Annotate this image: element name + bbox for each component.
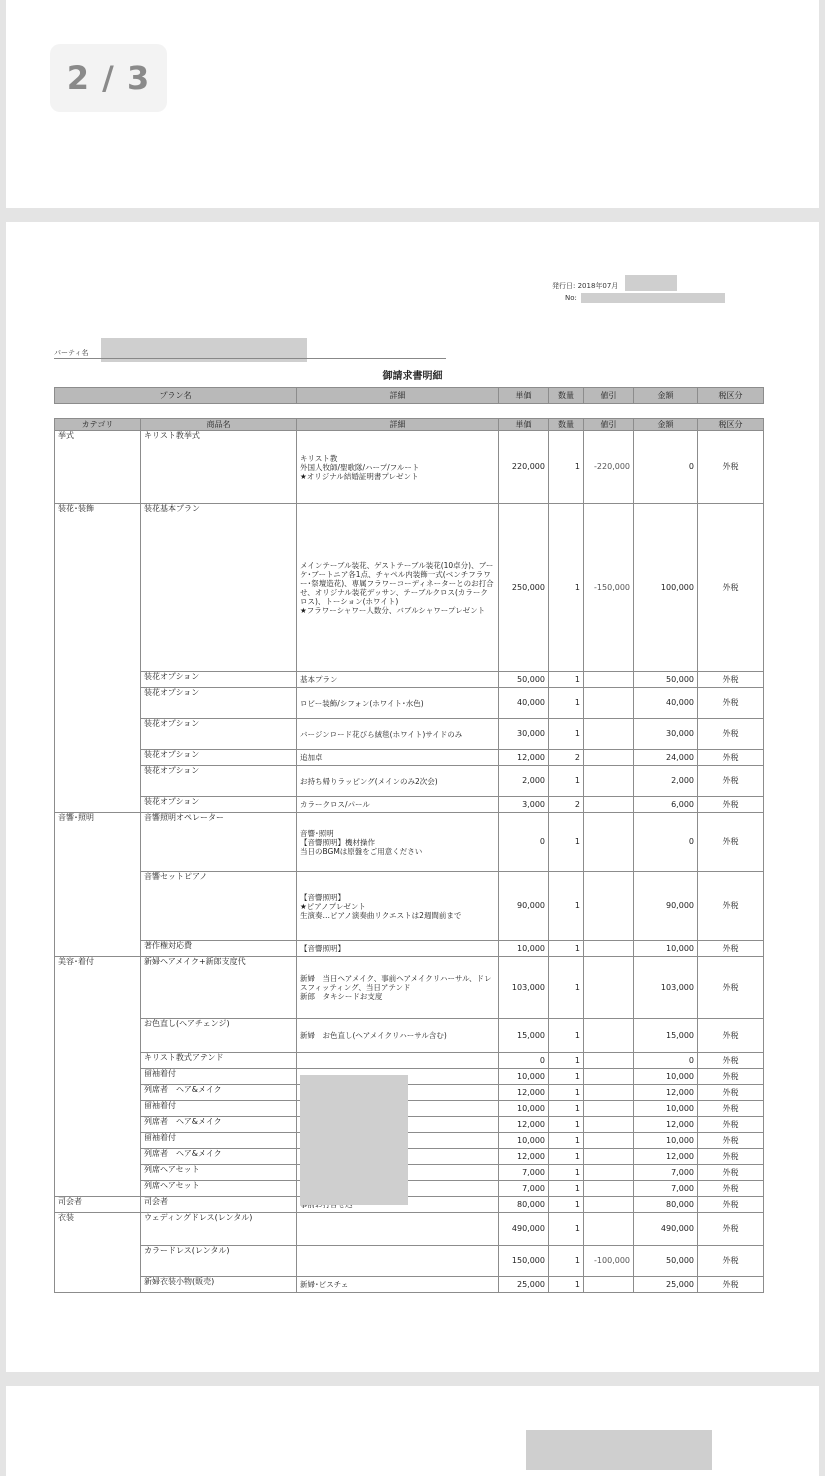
- redacted-header: [526, 1430, 712, 1470]
- price-cell: 10,000: [499, 1101, 549, 1117]
- amount-cell: 490,000: [634, 1213, 698, 1246]
- discount-cell: [584, 1181, 634, 1197]
- product-cell: 新婦衣装小物(販売): [141, 1277, 297, 1293]
- amount-cell: 80,000: [634, 1197, 698, 1213]
- product-cell: 留袖着付: [141, 1101, 297, 1117]
- qty-cell: 1: [549, 1181, 584, 1197]
- table-row: [55, 1246, 764, 1277]
- qty-cell: 1: [549, 1133, 584, 1149]
- invoice-items-table: [54, 418, 764, 1293]
- qty-cell: 2: [549, 797, 584, 813]
- tax-cell: 外税: [698, 431, 764, 504]
- next-page: [6, 1386, 819, 1476]
- price-cell: 50,000: [499, 672, 549, 688]
- detail-cell: 【音響照明】: [297, 941, 499, 957]
- qty-cell: 1: [549, 431, 584, 504]
- price-cell: 490,000: [499, 1213, 549, 1246]
- price-cell: 7,000: [499, 1181, 549, 1197]
- items-header-col-5: 値引: [584, 419, 634, 431]
- previous-page: [6, 0, 819, 208]
- amount-cell: 0: [634, 1053, 698, 1069]
- tax-cell: 外税: [698, 1101, 764, 1117]
- plan-header-col-0: プラン名: [55, 388, 297, 404]
- table-row: [55, 766, 764, 797]
- discount-cell: [584, 766, 634, 797]
- product-cell: 著作権対応費: [141, 941, 297, 957]
- discount-cell: -220,000: [584, 431, 634, 504]
- table-row: [55, 750, 764, 766]
- table-row: [55, 431, 764, 504]
- items-header-col-4: 数量: [549, 419, 584, 431]
- discount-cell: [584, 1197, 634, 1213]
- tax-cell: 外税: [698, 1181, 764, 1197]
- tax-cell: 外税: [698, 872, 764, 941]
- table-row: [55, 797, 764, 813]
- detail-cell: [297, 1246, 499, 1277]
- price-cell: 15,000: [499, 1019, 549, 1053]
- tax-cell: 外税: [698, 719, 764, 750]
- qty-cell: 1: [549, 1053, 584, 1069]
- qty-cell: 1: [549, 872, 584, 941]
- tax-cell: 外税: [698, 1197, 764, 1213]
- product-cell: 列席ヘアセット: [141, 1181, 297, 1197]
- detail-cell: 新婦･ビスチェ: [297, 1277, 499, 1293]
- discount-cell: [584, 688, 634, 719]
- amount-cell: 7,000: [634, 1181, 698, 1197]
- product-cell: 司会者: [141, 1197, 297, 1213]
- items-header-col-0: カテゴリ: [55, 419, 141, 431]
- discount-cell: [584, 1149, 634, 1165]
- amount-cell: 10,000: [634, 1133, 698, 1149]
- party-name-underline: [54, 358, 446, 359]
- redacted-date: [625, 275, 677, 291]
- detail-cell: メインテーブル装花、ゲストテーブル装花(10卓分)、ブーケ･ブートニア各1点、チャペル内装飾一式(ベンチフラワー･祭壇造花)、専属フラワーコーディネーターとのお打合せ、オリジナル装花デッサン、テーブルクロス(カラークロス)、トーション(ホワイト) ★フラワーシャワー人数分、バブルシャワープレゼント: [297, 504, 499, 672]
- price-cell: 25,000: [499, 1277, 549, 1293]
- amount-cell: 0: [634, 431, 698, 504]
- table-row: [55, 719, 764, 750]
- table-row: [55, 1069, 764, 1085]
- table-row: [55, 872, 764, 941]
- amount-cell: 103,000: [634, 957, 698, 1019]
- plan-header-col-6: 税区分: [698, 388, 764, 404]
- redacted-number: [581, 293, 725, 303]
- price-cell: 220,000: [499, 431, 549, 504]
- qty-cell: 1: [549, 1213, 584, 1246]
- table-row: [55, 1085, 764, 1101]
- price-cell: 12,000: [499, 1085, 549, 1101]
- price-cell: 80,000: [499, 1197, 549, 1213]
- detail-cell: キリスト教 外国人牧師/聖歌隊/ハープ/フルート ★オリジナル結婚証明書プレゼント: [297, 431, 499, 504]
- price-cell: 0: [499, 1053, 549, 1069]
- discount-cell: [584, 750, 634, 766]
- price-cell: 40,000: [499, 688, 549, 719]
- qty-cell: 1: [549, 1277, 584, 1293]
- qty-cell: 1: [549, 1197, 584, 1213]
- invoice-page: [6, 222, 819, 1372]
- product-cell: 音響照明オペレーター: [141, 813, 297, 872]
- tax-cell: 外税: [698, 1019, 764, 1053]
- tax-cell: 外税: [698, 1117, 764, 1133]
- qty-cell: 1: [549, 672, 584, 688]
- detail-cell: 音響･照明 【音響照明】機材操作 当日のBGMは原盤をご用意ください: [297, 813, 499, 872]
- amount-cell: 25,000: [634, 1277, 698, 1293]
- table-row: [55, 672, 764, 688]
- discount-cell: [584, 1213, 634, 1246]
- plan-header-col-4: 値引: [584, 388, 634, 404]
- items-header-col-7: 税区分: [698, 419, 764, 431]
- discount-cell: [584, 672, 634, 688]
- discount-cell: [584, 941, 634, 957]
- document-title: 御請求書明細: [382, 371, 443, 382]
- detail-cell: 【音響照明】 ★ピアノプレゼント 生演奏…ピアノ演奏曲リクエストは2週間前まで: [297, 872, 499, 941]
- table-row: [55, 1053, 764, 1069]
- detail-cell: お持ち帰りラッピング(メインのみ2次会): [297, 766, 499, 797]
- qty-cell: 1: [549, 766, 584, 797]
- discount-cell: [584, 1019, 634, 1053]
- amount-cell: 12,000: [634, 1117, 698, 1133]
- price-cell: 10,000: [499, 941, 549, 957]
- tax-cell: 外税: [698, 750, 764, 766]
- table-row: [55, 1165, 764, 1181]
- amount-cell: 10,000: [634, 1101, 698, 1117]
- amount-cell: 30,000: [634, 719, 698, 750]
- category-cell: 衣装: [55, 1213, 141, 1293]
- amount-cell: 7,000: [634, 1165, 698, 1181]
- table-row: [55, 1133, 764, 1149]
- items-header-col-2: 詳細: [297, 419, 499, 431]
- table-row: [55, 1277, 764, 1293]
- price-cell: 7,000: [499, 1165, 549, 1181]
- product-cell: 留袖着付: [141, 1069, 297, 1085]
- discount-cell: [584, 1117, 634, 1133]
- amount-cell: 90,000: [634, 872, 698, 941]
- category-cell: 美容･着付: [55, 957, 141, 1197]
- qty-cell: 1: [549, 1246, 584, 1277]
- discount-cell: [584, 797, 634, 813]
- price-cell: 0: [499, 813, 549, 872]
- price-cell: 150,000: [499, 1246, 549, 1277]
- category-cell: 挙式: [55, 431, 141, 504]
- product-cell: 装花オプション: [141, 719, 297, 750]
- plan-header-col-1: 詳細: [297, 388, 499, 404]
- table-row: [55, 813, 764, 872]
- discount-cell: [584, 1277, 634, 1293]
- discount-cell: [584, 719, 634, 750]
- tax-cell: 外税: [698, 504, 764, 672]
- product-cell: 列席者 ヘア&メイク: [141, 1085, 297, 1101]
- price-cell: 30,000: [499, 719, 549, 750]
- tax-cell: 外税: [698, 1069, 764, 1085]
- detail-cell: ロビー装飾/シフォン(ホワイト･水色): [297, 688, 499, 719]
- plan-header-col-3: 数量: [549, 388, 584, 404]
- product-cell: カラードレス(レンタル): [141, 1246, 297, 1277]
- product-cell: 留袖着付: [141, 1133, 297, 1149]
- table-row: [55, 504, 764, 672]
- issue-date: 発行日: 2018年07月: [552, 282, 619, 290]
- product-cell: 装花オプション: [141, 797, 297, 813]
- category-cell: 装花･装飾: [55, 504, 141, 813]
- qty-cell: 1: [549, 719, 584, 750]
- qty-cell: 1: [549, 1117, 584, 1133]
- amount-cell: 6,000: [634, 797, 698, 813]
- product-cell: 装花オプション: [141, 766, 297, 797]
- tax-cell: 外税: [698, 688, 764, 719]
- table-row: [55, 688, 764, 719]
- amount-cell: 12,000: [634, 1085, 698, 1101]
- amount-cell: 50,000: [634, 1246, 698, 1277]
- qty-cell: 1: [549, 1165, 584, 1181]
- amount-cell: 2,000: [634, 766, 698, 797]
- price-cell: 10,000: [499, 1133, 549, 1149]
- price-cell: 250,000: [499, 504, 549, 672]
- price-cell: 2,000: [499, 766, 549, 797]
- tax-cell: 外税: [698, 1165, 764, 1181]
- page-indicator: 2 / 3: [50, 44, 167, 112]
- product-cell: ウェディングドレス(レンタル): [141, 1213, 297, 1246]
- product-cell: キリスト教挙式: [141, 431, 297, 504]
- qty-cell: 1: [549, 813, 584, 872]
- table-row: [55, 1213, 764, 1246]
- discount-cell: [584, 1133, 634, 1149]
- tax-cell: 外税: [698, 1085, 764, 1101]
- discount-cell: -100,000: [584, 1246, 634, 1277]
- tax-cell: 外税: [698, 1277, 764, 1293]
- detail-cell: カラークロス/パール: [297, 797, 499, 813]
- discount-cell: [584, 1069, 634, 1085]
- qty-cell: 1: [549, 1085, 584, 1101]
- discount-cell: [584, 1101, 634, 1117]
- price-cell: 103,000: [499, 957, 549, 1019]
- tax-cell: 外税: [698, 797, 764, 813]
- tax-cell: 外税: [698, 1053, 764, 1069]
- amount-cell: 0: [634, 813, 698, 872]
- tax-cell: 外税: [698, 941, 764, 957]
- price-cell: 90,000: [499, 872, 549, 941]
- amount-cell: 10,000: [634, 1069, 698, 1085]
- amount-cell: 100,000: [634, 504, 698, 672]
- discount-cell: [584, 1085, 634, 1101]
- qty-cell: 1: [549, 1019, 584, 1053]
- discount-cell: [584, 813, 634, 872]
- tax-cell: 外税: [698, 1149, 764, 1165]
- discount-cell: [584, 872, 634, 941]
- items-header-col-6: 金額: [634, 419, 698, 431]
- amount-cell: 24,000: [634, 750, 698, 766]
- qty-cell: 1: [549, 504, 584, 672]
- detail-cell: 追加卓: [297, 750, 499, 766]
- amount-cell: 40,000: [634, 688, 698, 719]
- category-cell: 音響･照明: [55, 813, 141, 957]
- product-cell: 音響セットピアノ: [141, 872, 297, 941]
- qty-cell: 1: [549, 941, 584, 957]
- tax-cell: 外税: [698, 672, 764, 688]
- discount-cell: [584, 957, 634, 1019]
- product-cell: 装花オプション: [141, 750, 297, 766]
- detail-cell: 新婦 当日ヘアメイク、事前ヘアメイクリハーサル、ドレスフィッティング、当日アテンド 新郎 タキシードお支度: [297, 957, 499, 1019]
- party-name-label: パーティ名: [54, 349, 89, 357]
- redacted-details: [300, 1075, 408, 1205]
- product-cell: 装花基本プラン: [141, 504, 297, 672]
- discount-cell: [584, 1053, 634, 1069]
- product-cell: 装花オプション: [141, 672, 297, 688]
- discount-cell: [584, 1165, 634, 1181]
- product-cell: 装花オプション: [141, 688, 297, 719]
- table-row: [55, 1101, 764, 1117]
- amount-cell: 10,000: [634, 941, 698, 957]
- table-row: [55, 1117, 764, 1133]
- plan-header-table: [54, 387, 764, 404]
- tax-cell: 外税: [698, 1213, 764, 1246]
- amount-cell: 12,000: [634, 1149, 698, 1165]
- price-cell: 12,000: [499, 1149, 549, 1165]
- tax-cell: 外税: [698, 957, 764, 1019]
- table-row: [55, 957, 764, 1019]
- items-header-col-1: 商品名: [141, 419, 297, 431]
- price-cell: 12,000: [499, 750, 549, 766]
- tax-cell: 外税: [698, 813, 764, 872]
- discount-cell: -150,000: [584, 504, 634, 672]
- tax-cell: 外税: [698, 1133, 764, 1149]
- plan-header-col-2: 単価: [499, 388, 549, 404]
- price-cell: 10,000: [499, 1069, 549, 1085]
- table-row: [55, 1149, 764, 1165]
- invoice-number: No:: [565, 294, 577, 302]
- qty-cell: 1: [549, 1069, 584, 1085]
- product-cell: キリスト教式アテンド: [141, 1053, 297, 1069]
- qty-cell: 1: [549, 957, 584, 1019]
- tax-cell: 外税: [698, 1246, 764, 1277]
- product-cell: 列席者 ヘア&メイク: [141, 1149, 297, 1165]
- plan-header-col-5: 金額: [634, 388, 698, 404]
- items-header-col-3: 単価: [499, 419, 549, 431]
- detail-cell: [297, 1053, 499, 1069]
- product-cell: 列席ヘアセット: [141, 1165, 297, 1181]
- qty-cell: 1: [549, 1101, 584, 1117]
- detail-cell: 新婦 お色直し(ヘアメイクリハーサル含む): [297, 1019, 499, 1053]
- product-cell: 新婦ヘアメイク+新郎支度代: [141, 957, 297, 1019]
- table-row: [55, 1181, 764, 1197]
- product-cell: 列席者 ヘア&メイク: [141, 1117, 297, 1133]
- product-cell: お色直し(ヘアチェンジ): [141, 1019, 297, 1053]
- detail-cell: バージンロード花びら絨毯(ホワイト)サイドのみ: [297, 719, 499, 750]
- table-row: [55, 941, 764, 957]
- qty-cell: 2: [549, 750, 584, 766]
- tax-cell: 外税: [698, 766, 764, 797]
- price-cell: 12,000: [499, 1117, 549, 1133]
- amount-cell: 50,000: [634, 672, 698, 688]
- amount-cell: 15,000: [634, 1019, 698, 1053]
- qty-cell: 1: [549, 688, 584, 719]
- table-row: [55, 1019, 764, 1053]
- detail-cell: 基本プラン: [297, 672, 499, 688]
- detail-cell: [297, 1213, 499, 1246]
- price-cell: 3,000: [499, 797, 549, 813]
- category-cell: 司会者: [55, 1197, 141, 1213]
- qty-cell: 1: [549, 1149, 584, 1165]
- table-row: [55, 1197, 764, 1213]
